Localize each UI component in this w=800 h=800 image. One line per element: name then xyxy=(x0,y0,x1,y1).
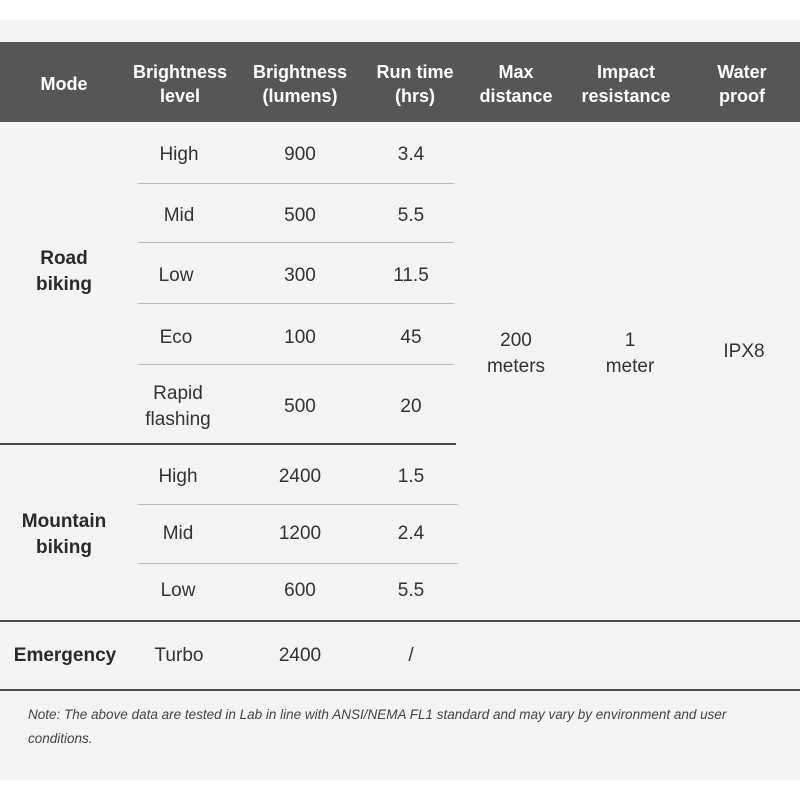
table-cell-level: High xyxy=(159,144,199,165)
table-cell-level: Mid xyxy=(162,523,194,544)
group-mountain-biking: Mountain biking xyxy=(21,511,107,558)
table-cell-runtime: / xyxy=(408,645,414,666)
row-divider xyxy=(138,504,458,505)
group-divider xyxy=(0,620,800,622)
table-cell-runtime: 2.4 xyxy=(397,523,425,544)
header-waterproof: Water proof xyxy=(717,62,767,106)
table-cell-level: Turbo xyxy=(154,645,204,666)
cell-waterproof: IPX8 xyxy=(723,341,765,362)
header-max-distance: Max distance xyxy=(479,62,553,106)
row-divider xyxy=(138,242,454,243)
table-cell-lumens: 100 xyxy=(284,327,316,348)
table-cell-lumens: 1200 xyxy=(278,523,322,544)
row-divider xyxy=(138,563,458,564)
table-cell-runtime: 5.5 xyxy=(397,205,425,226)
table-cell-lumens: 2400 xyxy=(278,645,322,666)
table-cell-lumens: 500 xyxy=(284,396,316,417)
header-mode: Mode xyxy=(40,74,88,94)
header-brightness-lumens: Brightness (lumens) xyxy=(252,62,348,106)
table-cell-runtime: 3.4 xyxy=(397,144,425,165)
table-cell-runtime: 5.5 xyxy=(397,580,425,601)
table-cell-level: Mid xyxy=(163,205,195,226)
group-road-biking: Road biking xyxy=(36,248,92,295)
group-divider xyxy=(0,443,456,445)
table-bottom-border xyxy=(0,689,800,691)
cell-max-distance: 200 meters xyxy=(486,330,546,377)
row-divider xyxy=(138,364,454,365)
table-cell-runtime: 20 xyxy=(400,396,422,417)
table-cell-runtime: 45 xyxy=(400,327,422,348)
table-cell-level: High xyxy=(158,466,198,487)
table-cell-level: Low xyxy=(160,580,196,601)
table-cell-lumens: 600 xyxy=(284,580,316,601)
header-brightness-level: Brightness level xyxy=(132,62,228,106)
row-divider xyxy=(138,303,454,304)
table-cell-lumens: 300 xyxy=(284,265,316,286)
row-divider xyxy=(138,183,454,184)
table-cell-level: Eco xyxy=(159,327,193,348)
table-cell-runtime: 1.5 xyxy=(397,466,425,487)
footnote: Note: The above data are tested in Lab in line with ANSI/NEMA FL1 standard and may vary by environment and user conditions. xyxy=(28,707,727,746)
table-cell-lumens: 2400 xyxy=(278,466,322,487)
header-run-time: Run time (hrs) xyxy=(376,62,454,106)
group-emergency: Emergency xyxy=(13,645,117,666)
table-cell-lumens: 900 xyxy=(284,144,316,165)
header-impact-resistance: Impact resistance xyxy=(581,62,671,106)
table-cell-runtime: 11.5 xyxy=(393,265,429,286)
table-cell-lumens: 500 xyxy=(284,205,316,226)
table-cell-level: Low xyxy=(158,265,194,286)
cell-impact-resistance: 1 meter xyxy=(605,330,655,377)
table-cell-level: Rapid flashing xyxy=(145,383,211,430)
